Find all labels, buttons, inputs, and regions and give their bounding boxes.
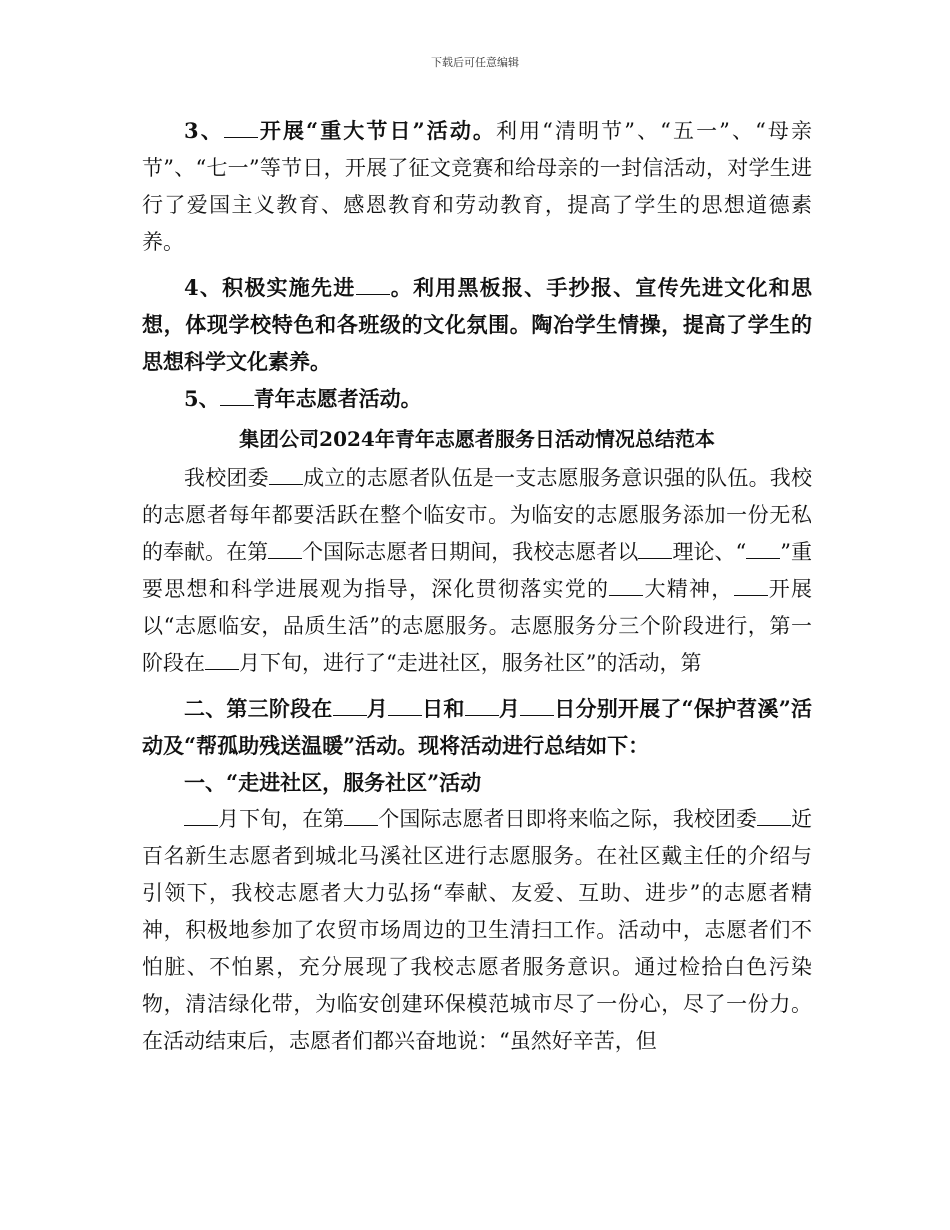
s1-g: 开展以“志愿临安，品质生活”的志愿服务。志愿服务分三个阶段进行，第一阶段在 [142, 577, 812, 675]
p3-text: 利用“清明节”、“五一”、“母亲节”、“七一”等节日，开展了征文竞赛和给母亲的一封信活动，对学生进行了爱国主义教育、感恩教育和劳动教育，提高了学生的思想道德素养。 [142, 119, 812, 254]
blank [269, 466, 303, 485]
blank [224, 119, 258, 138]
blank [734, 577, 768, 596]
blank [520, 697, 554, 716]
blank [609, 577, 643, 596]
p4-text-a: 4、积极实施先进 [184, 275, 356, 300]
blank [356, 276, 390, 295]
blank [465, 697, 499, 716]
p4-text-b: 。利用黑板报、手抄报、宣传先进文化和思想，体现学校特色和各班级的文化氛围。陶冶学生情操，提高了学生的思想科学文化素养。 [142, 275, 812, 374]
s4-b: 个国际志愿者日即将来临之际，我校团委 [378, 807, 757, 831]
page-header: 下载后可任意编辑 [431, 56, 519, 69]
s1-e: ”重要思想和科学进展观为指导，深化贯彻落实党的 [142, 540, 812, 601]
section-4 [142, 801, 812, 1060]
paragraph-5 [142, 380, 812, 417]
section-1 [142, 460, 812, 682]
s1-h: 月下旬，进行了“走进社区，服务社区”的活动，第 [239, 651, 702, 675]
document-title: 集团公司2024年青年志愿者服务日活动情况总结范本 [239, 427, 715, 451]
section-2 [142, 690, 812, 764]
p5-text-b: 青年志愿者活动。 [253, 386, 422, 411]
blank [184, 807, 218, 826]
s1-b: 成立的志愿者队伍是一支志愿服务意识强的队伍。我校的志愿者每年都要活跃在整个临安市。为临安的志愿服务添加一份无私的奉献。在第 [142, 466, 813, 564]
s1-a: 我校团委 [184, 466, 269, 490]
p3-number: 3、 [184, 118, 224, 143]
blank [638, 540, 672, 559]
s4-c: 近百名新生志愿者到城北马溪社区进行志愿服务。在社区戴主任的介绍与引领下，我校志愿者大力弘扬“奉献、友爱、互助、进步”的志愿者精神，积极地参加了农贸市场周边的卫生清扫工作。活动中，志愿者们不怕脏、不怕累，充分展现了我校志愿者服务意识。通过检拾白色污染物，清洁绿化带，为临安创建环保模范城市尽了一份心，尽了一份力。在活动结束后，志愿者们都兴奋地说：“虽然好辛苦，但 [142, 807, 813, 1053]
s2-c: 日和 [421, 696, 465, 721]
blank [344, 807, 378, 826]
document-body [142, 112, 812, 1060]
p3-heading: 开展“重大节日”活动。 [257, 118, 496, 143]
s2-d: 月 [498, 696, 521, 721]
blank [333, 697, 367, 716]
s1-d: 理论、“ [672, 540, 747, 564]
blank [388, 697, 422, 716]
blank [220, 387, 254, 406]
paragraph-4 [142, 269, 812, 380]
section-heading-1: 一、“走进社区，服务社区”活动 [184, 770, 482, 795]
blank [746, 540, 780, 559]
blank [268, 540, 302, 559]
p5-text-a: 5、 [184, 386, 220, 411]
s4-a: 月下旬，在第 [218, 807, 345, 831]
s1-f: 大精神， [643, 577, 734, 601]
paragraph-3 [142, 112, 812, 261]
s2-b: 月 [366, 696, 388, 721]
s2-e: 日分别开展了“保护苕溪”活动及“帮孤助残送温暖”活动。现将活动进行总结如下： [142, 696, 813, 758]
blank [205, 651, 239, 670]
blank [757, 807, 791, 826]
s1-c: 个国际志愿者日期间，我校志愿者以 [302, 540, 639, 564]
s2-a: 二、第三阶段在 [184, 696, 333, 721]
